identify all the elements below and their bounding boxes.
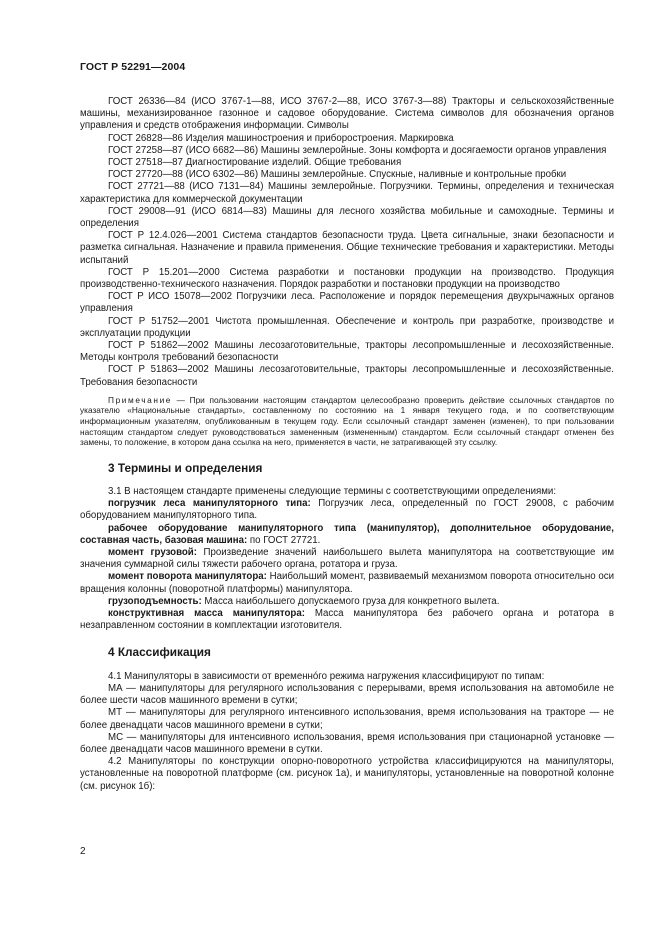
page-content xyxy=(80,96,614,793)
reference-item: ГОСТ 26828—86 Изделия машиностроения и приборостроения. Маркировка xyxy=(108,132,454,144)
term-definition xyxy=(80,596,614,608)
reference-item: ГОСТ 27721—88 (ИСО 7131—84) Машины землеройные. Погрузчики. Термины, определения и техническая характеристика для коммерческой документации xyxy=(80,181,614,205)
term-definition xyxy=(80,498,614,522)
reference-item: ГОСТ Р 15.201—2000 Система разработки и постановки продукции на производство. Продукция производственно-технического назначения. Порядок разработки и постановки продукции на производство xyxy=(80,266,614,291)
definition: Масса наибольшего допускаемого груза для конкретного вылета. xyxy=(201,595,500,607)
note-label: Примечание xyxy=(108,394,173,405)
reference-item: ГОСТ 27518—87 Диагностирование изделий. Общие требования xyxy=(108,157,402,169)
document-header: ГОСТ Р 52291—2004 xyxy=(80,61,186,73)
section-4-paragraph: МС — манипуляторы для интенсивного использования, время использования при стационарной установке — более двенадцати часов машинного времени в сутки. xyxy=(80,731,614,755)
term-definition xyxy=(80,608,614,632)
definition: по ГОСТ 27721. xyxy=(247,534,321,546)
definition: Масса манипулятора без рабочего органа и ротатора в незаправленном состоянии в комплектации изготовителя. xyxy=(80,608,614,632)
note xyxy=(80,395,614,448)
definition: Погрузчик леса, определенный по ГОСТ 29008, с рабочим оборудованием манипуляторного типа. xyxy=(80,498,614,522)
reference-item: ГОСТ Р 51862—2002 Машины лесозаготовительные, тракторы лесопромышленные и лесохозяйственные. Методы контроля требований безопасности xyxy=(80,340,614,364)
term: момент грузовой: xyxy=(108,547,197,559)
reference-item: ГОСТ Р ИСО 15078—2002 Погрузчики леса. Расположение и порядок перемещения двухрычажных органов управления xyxy=(80,291,614,315)
section-3-intro: 3.1 В настоящем стандарте применены следующие термины с соответствующими определениями: xyxy=(108,486,557,498)
term: погрузчик леса манипуляторного типа: xyxy=(108,498,311,510)
section-4-paragraph: 4.2 Манипуляторы по конструкции опорно-поворотного устройства классифицируются на манипуляторы, установленные на поворотной платформе (см. рисунок 1а), и манипуляторы, установленные на поворотной колонне (см. рисунок 1б): xyxy=(80,756,614,792)
note-text: — При пользовании настоящим стандартом целесообразно проверить действие ссылочных стандартов по указателю «Национальные стандарты», составленному по состоянию на 1 января текущего года, и по соответствующим информационным указателям, опубликованным в текущем году. Если ссылочный стандарт заменен (изменен), то при пользовании настоящим стандартом следует руководствоваться замененным (измененным) стандартом. Если ссылочный стандарт отменен без замены, то положение, в котором дана ссылка на него, применяется в части, не затрагивающей эту ссылку. xyxy=(80,394,614,448)
page-number: 2 xyxy=(80,846,86,857)
term: рабочее оборудование манипуляторного типа (манипулятор), дополнительное оборудование, составная часть, базовая машина: xyxy=(80,522,614,546)
reference-item: ГОСТ Р 51752—2001 Чистота промышленная. Обеспечение и контроль при разработке, производстве и эксплуатации продукции xyxy=(80,315,614,339)
section-4-title: 4 Классификация xyxy=(108,645,211,660)
term-definition xyxy=(80,571,614,595)
term-definition xyxy=(80,523,614,547)
references-list xyxy=(80,96,614,389)
section-4-paragraph: МА — манипуляторы для регулярного использования с перерывами, время использования на автомобиле не более шести часов машинного времени в сутки; xyxy=(80,682,614,707)
reference-item: ГОСТ 26336—84 (ИСО 3767-1—88, ИСО 3767-2—88, ИСО 3767-3—88) Тракторы и сельскохозяйственные машины, механизированное газонное и садовое оборудование. Система символов для обозначения органов управления и средств отображения информации. Символы xyxy=(80,96,614,132)
term: конструктивная масса манипулятора: xyxy=(108,608,305,620)
reference-item: ГОСТ Р 12.4.026—2001 Система стандартов безопасности труда. Цвета сигнальные, знаки безопасности и разметка сигнальная. Назначение и правила применения. Общие технические требования и характеристики. Методы испытаний xyxy=(80,230,614,266)
reference-item: ГОСТ Р 51863—2002 Машины лесозаготовительные, тракторы лесопромышленные и лесохозяйственные. Требования безопасности xyxy=(80,364,614,388)
term-definition xyxy=(80,547,614,571)
term: момент поворота манипулятора: xyxy=(108,571,267,583)
reference-item: ГОСТ 27720—88 (ИСО 6302—86) Машины землеройные. Спускные, наливные и контрольные пробки xyxy=(108,169,567,181)
reference-item: ГОСТ 29008—91 (ИСО 6814—83) Машины для лесного хозяйства мобильные и самоходные. Термины и определения xyxy=(80,205,614,230)
definition: Наибольший момент, развиваемый механизмом поворота относительно оси вращения колонны (поворотной платформы) манипулятора. xyxy=(80,571,614,595)
definition: Произведение значений наибольшего вылета манипулятора на соответствующие им значения суммарной силы тяжести рабочего органа, ротатора и груза. xyxy=(80,547,614,571)
section-4-paragraph: 4.1 Манипуляторы в зависимости от временнóго режима нагружения классифицируют по типам: xyxy=(108,670,545,682)
section-4-paragraph: МТ — манипуляторы для регулярного интенсивного использования, время использования на тракторе — не более двенадцати часов машинного времени в сутки; xyxy=(80,707,614,731)
reference-item: ГОСТ 27258—87 (ИСО 6682—86) Машины землеройные. Зоны комфорта и досягаемости органов управления xyxy=(108,144,607,156)
section-3-title: 3 Термины и определения xyxy=(108,460,263,475)
term: грузоподъемность: xyxy=(108,595,202,607)
